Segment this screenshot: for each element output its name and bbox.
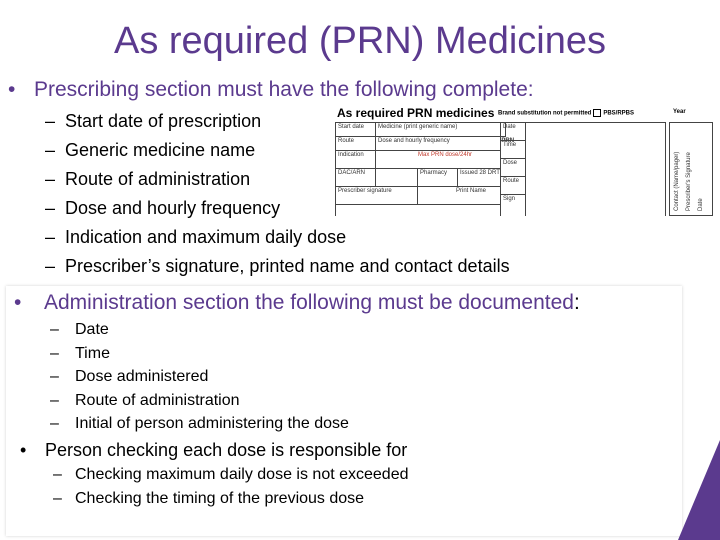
dash: –	[50, 391, 59, 409]
form-cell: Start date	[336, 123, 376, 137]
prescribing-heading-text: Prescribing section must have the following complete:	[34, 78, 534, 101]
prn-form-image	[333, 104, 715, 216]
form-title: As required PRN medicines	[337, 106, 495, 120]
list-item	[53, 489, 409, 513]
slide-title: As required (PRN) Medicines	[113, 20, 607, 62]
form-cell: Prescriber signature	[336, 187, 418, 205]
dash: –	[45, 227, 56, 247]
list-item	[53, 465, 409, 489]
administration-list	[50, 320, 349, 438]
form-brand-note	[498, 109, 634, 117]
form-year: Year	[673, 109, 686, 115]
list-item-text: Dose administered	[75, 368, 209, 386]
brand-note-text: Brand substitution not permitted	[498, 110, 592, 117]
administration-heading-text: Administration section the following must be documented	[44, 291, 574, 314]
list-item	[50, 391, 349, 415]
form-cell: Pharmacy	[418, 169, 458, 187]
list-item-text: Route of administration	[75, 391, 240, 409]
form-cell	[336, 205, 501, 216]
form-cell: Date	[501, 123, 526, 141]
dash: –	[50, 368, 59, 386]
prescribing-heading	[8, 78, 534, 102]
form-cell-prn: PRN	[501, 138, 515, 144]
list-item-text: Prescriber’s signature, printed name and contact details	[65, 256, 510, 276]
administration-heading	[14, 291, 580, 315]
dash: –	[45, 140, 56, 160]
dash: –	[50, 344, 59, 362]
rotated-label: Date	[698, 198, 704, 211]
form-cell: Max PRN dose/24hr	[376, 151, 501, 169]
list-item-text: Checking maximum daily dose is not exceeded	[75, 466, 409, 483]
list-item-text: Checking the timing of the previous dose	[75, 490, 365, 507]
form-cell: Print Name	[418, 187, 501, 205]
form-rotated-labels	[669, 122, 713, 216]
form-cell	[526, 123, 666, 216]
bullet: •	[20, 440, 27, 460]
list-item	[50, 344, 349, 368]
list-item-text: Time	[75, 344, 110, 362]
form-cell: Indication	[336, 151, 376, 169]
list-item-text: Indication and maximum daily dose	[65, 227, 347, 247]
colon: :	[573, 291, 580, 314]
form-cell: Route	[336, 137, 376, 151]
checking-list	[53, 465, 409, 513]
form-cell: Time	[501, 141, 526, 159]
corner-decoration	[678, 440, 720, 540]
list-item-text: Start date of prescription	[65, 111, 262, 131]
dash: –	[45, 198, 56, 218]
form-cell: Medicine (print generic name)	[376, 123, 501, 137]
checking-heading	[20, 440, 407, 461]
checkbox-icon	[593, 109, 601, 117]
bullet: •	[8, 78, 16, 101]
form-cell: Dose	[501, 159, 526, 177]
rotated-label: Contact (Name/pager)	[674, 151, 680, 211]
checking-heading-text: Person checking each dose is responsible for	[45, 440, 408, 460]
pbs-label: PBS/RPBS	[603, 110, 635, 117]
form-grid	[335, 122, 666, 216]
form-cell: Route	[501, 177, 526, 195]
form-cell: DAC/ARN	[336, 169, 376, 187]
list-item	[50, 320, 349, 344]
dash: –	[45, 256, 56, 276]
dash: –	[53, 466, 62, 483]
dash: –	[50, 321, 59, 338]
form-cell: Issued 28 DRT	[458, 169, 501, 187]
form-cell: Sign	[501, 195, 526, 216]
rotated-label: Prescriber's Signature	[686, 152, 692, 211]
dash: –	[50, 415, 59, 433]
dash: –	[53, 490, 62, 507]
form-cell-text: Dose and hourly frequency	[378, 138, 450, 144]
list-item	[50, 367, 349, 391]
list-item	[45, 255, 510, 284]
list-item-text: Date	[75, 321, 109, 338]
dash: –	[45, 111, 56, 131]
bullet: •	[14, 291, 22, 314]
list-item-text: Route of administration	[65, 169, 251, 189]
form-cell	[376, 169, 418, 187]
list-item-text: Generic medicine name	[65, 140, 256, 160]
list-item-text: Initial of person administering the dose	[75, 415, 349, 433]
list-item-text: Dose and hourly frequency	[65, 198, 281, 218]
dash: –	[45, 169, 56, 189]
list-item	[45, 226, 510, 255]
list-item	[50, 414, 349, 438]
